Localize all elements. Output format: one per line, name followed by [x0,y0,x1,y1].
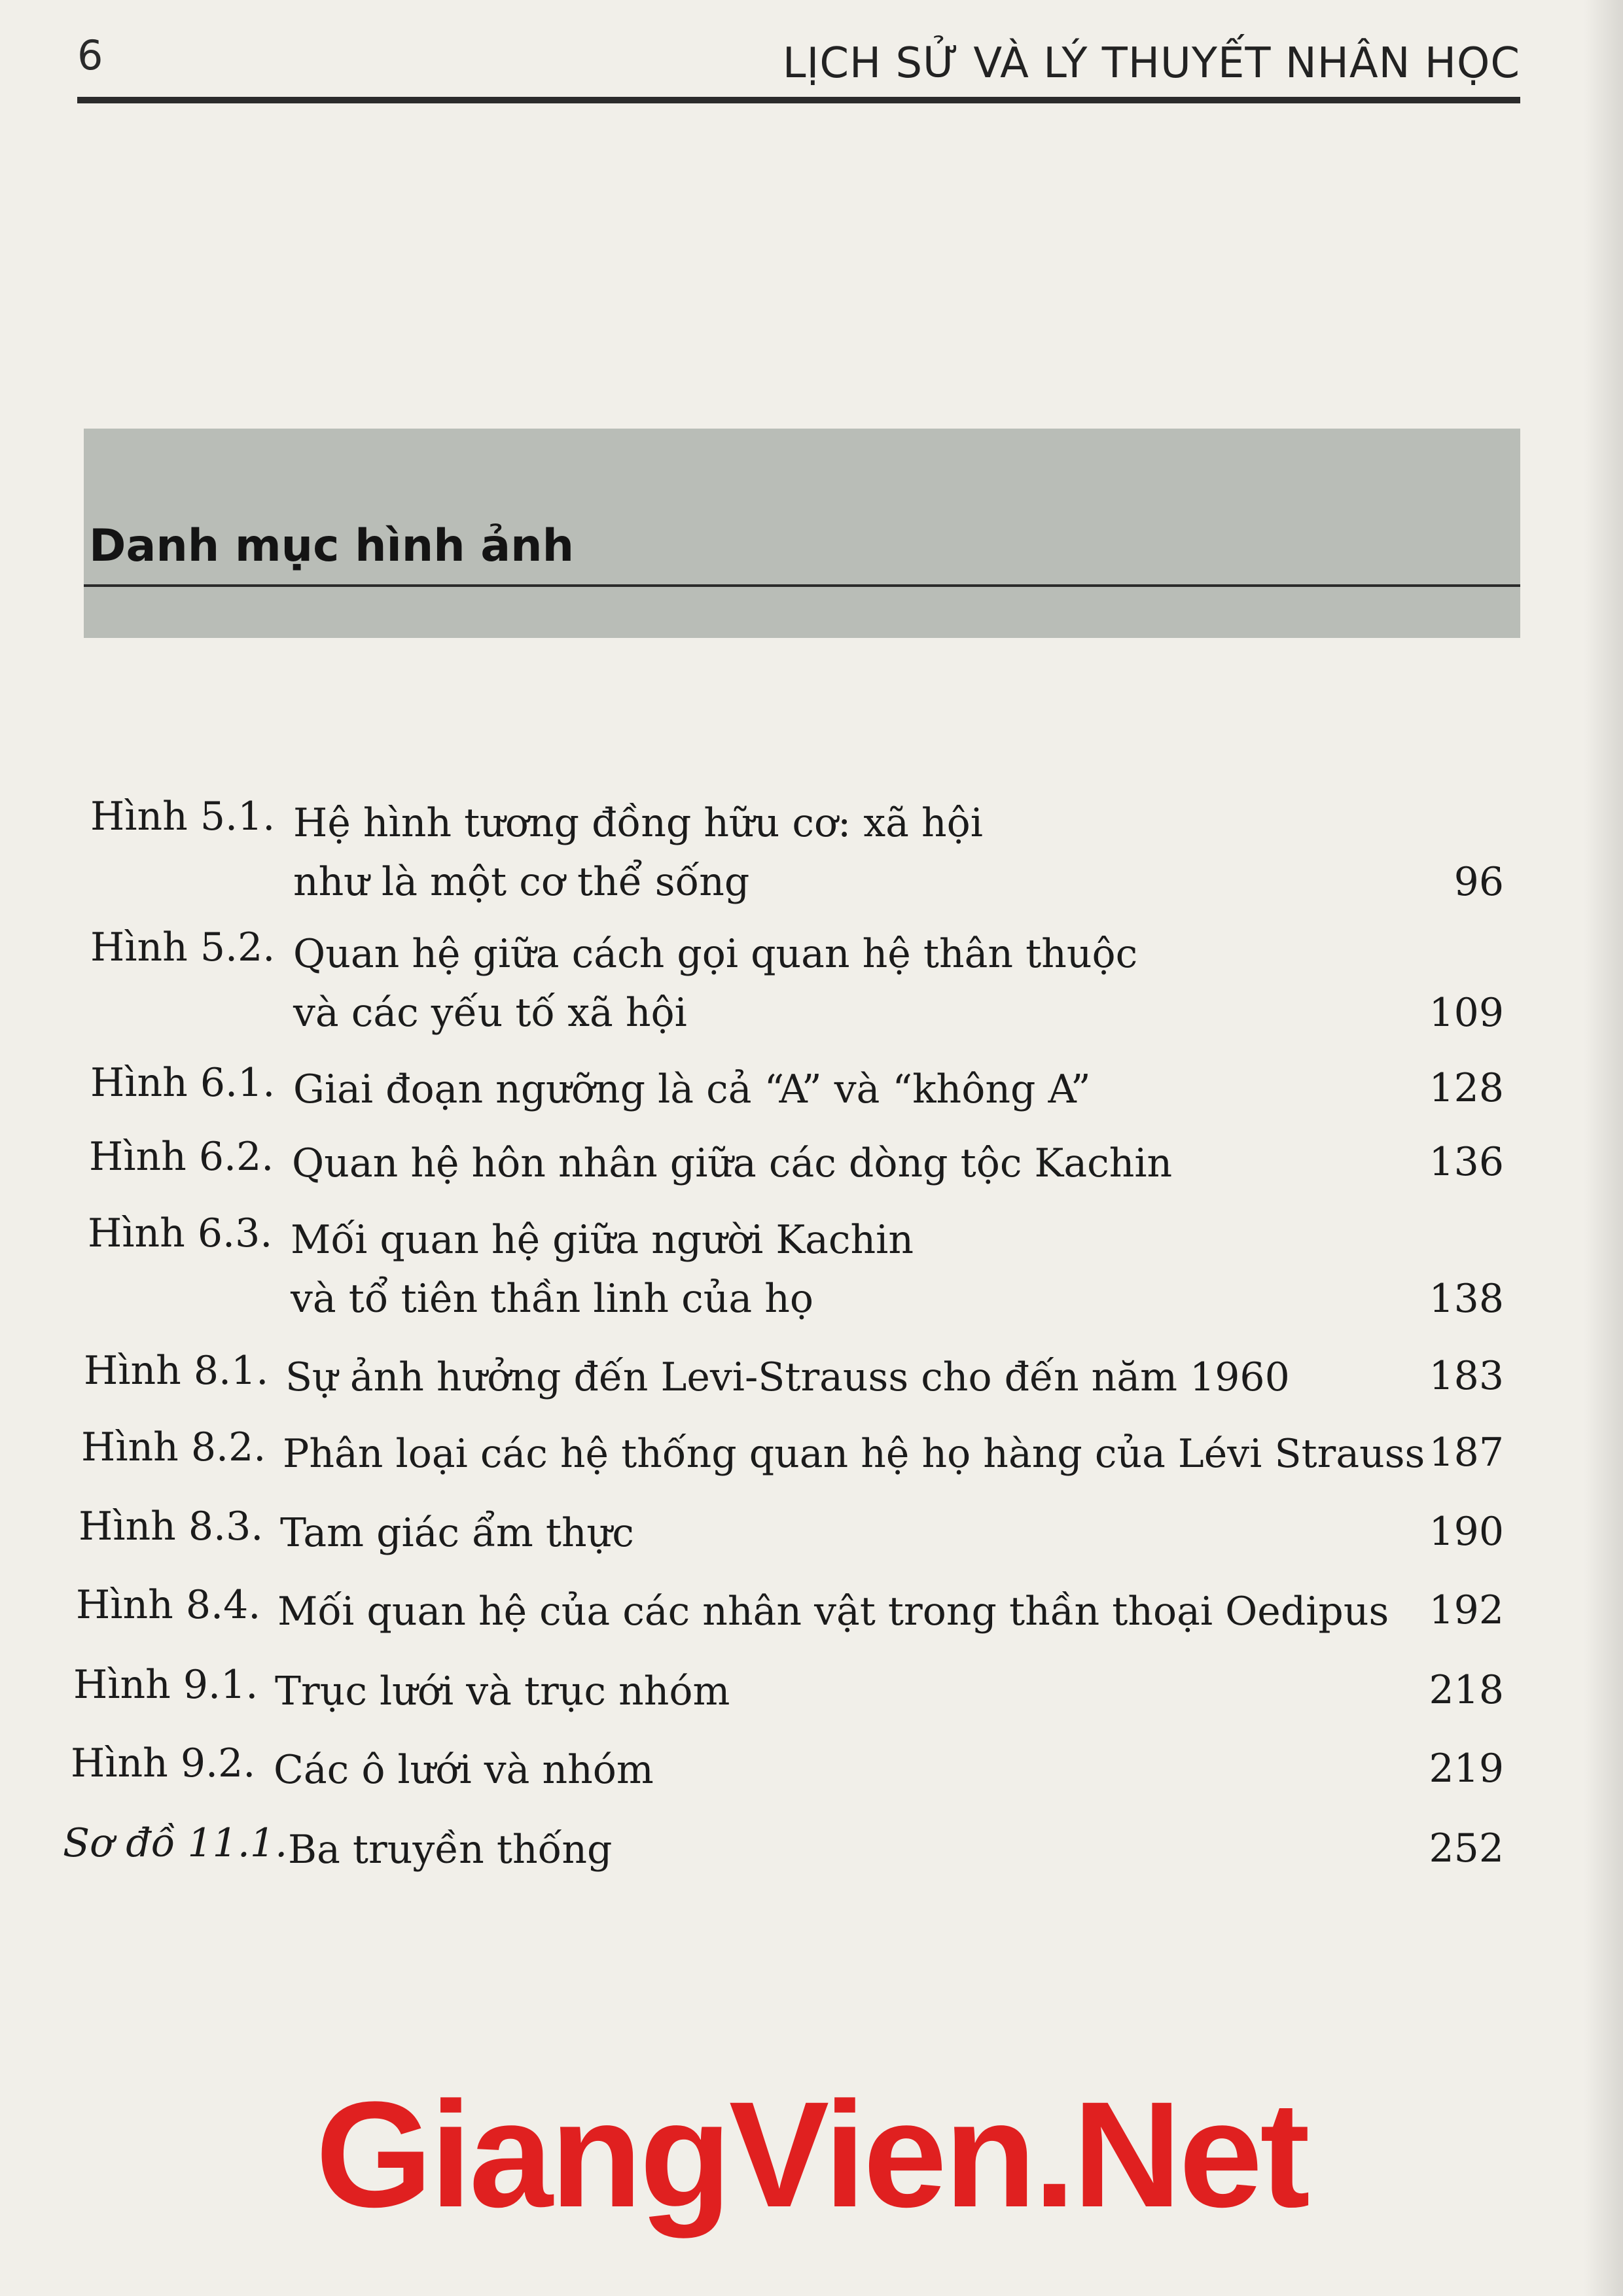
figure-caption: Phân loại các hệ thống quan hệ họ hàng của Lévi Strauss [283,1431,1425,1477]
figure-label: Hình 6.3. [88,1210,273,1256]
section-title: Danh mục hình ảnh [89,520,574,572]
figure-caption-continued: như là một cơ thể sống [293,859,750,905]
running-title: LỊCH SỬ VÀ LÝ THUYẾT NHÂN HỌC [782,39,1520,88]
figure-caption: Hệ hình tương đồng hữu cơ: xã hội [293,800,983,846]
figure-page-number: 219 [1429,1746,1504,1792]
figure-entry [84,1348,1504,1420]
figure-caption: Ba truyền thống [288,1827,613,1873]
figure-entry [90,794,1504,911]
figure-entry [71,1740,1504,1812]
figure-page-number: 218 [1429,1667,1504,1713]
figure-page-number: 183 [1429,1353,1504,1399]
figure-page-number: 109 [1429,990,1504,1036]
figure-label: Hình 8.4. [76,1582,261,1628]
figure-caption: Các ô lưới và nhóm [274,1747,654,1793]
figure-caption-continued: và các yếu tố xã hội [293,990,687,1036]
figure-caption-continued: và tổ tiên thần linh của họ [291,1276,813,1322]
figure-entry [90,925,1504,1042]
figure-caption: Giai đoạn ngưỡng là cả “A” và “không A” [293,1067,1091,1112]
figure-page-number: 128 [1429,1065,1504,1111]
figure-page-number: 252 [1429,1826,1504,1871]
figure-entry [89,1134,1504,1206]
figure-label: Hình 9.1. [73,1662,259,1708]
figure-page-number: 190 [1429,1509,1504,1555]
figure-page-number: 96 [1454,859,1504,905]
figure-caption: Trục lưới và trục nhóm [275,1669,730,1714]
figure-label: Hình 6.1. [90,1060,276,1106]
figure-caption: Mối quan hệ của các nhân vật trong thần thoại Oedipus [277,1589,1389,1634]
figure-entry [76,1582,1504,1654]
figure-label: Hình 5.2. [90,925,276,970]
figure-label: Hình 6.2. [89,1134,274,1180]
figure-caption: Tam giác ẩm thực [280,1510,634,1556]
figure-caption: Mối quan hệ giữa người Kachin [291,1217,914,1263]
figure-caption: Quan hệ giữa cách gọi quan hệ thân thuộc [293,931,1138,977]
figure-page-number: 187 [1429,1430,1504,1475]
figure-label: Hình 9.2. [71,1740,256,1786]
figure-entry [73,1662,1504,1734]
figure-page-number: 192 [1429,1587,1504,1633]
figure-entry [79,1504,1504,1576]
figure-entry [63,1820,1504,1892]
figure-entry [81,1424,1504,1496]
page-number: 6 [77,31,103,79]
figure-page-number: 138 [1429,1276,1504,1322]
figure-entry [90,1060,1504,1132]
figure-caption: Sự ảnh hưởng đến Levi-Strauss cho đến năm 1960 [285,1354,1290,1400]
watermark-logo: GiangVien.Net [315,2070,1308,2238]
figure-label: Hình 8.3. [79,1504,264,1549]
figure-label: Hình 8.1. [84,1348,269,1394]
figure-caption: Quan hệ hôn nhân giữa các dòng tộc Kachin [292,1140,1173,1186]
figure-label: Hình 8.2. [81,1424,266,1470]
figure-label: Sơ đồ 11.1. [63,1820,288,1866]
figure-entry [88,1210,1504,1328]
figure-page-number: 136 [1429,1139,1504,1185]
figure-label: Hình 5.1. [90,794,276,839]
